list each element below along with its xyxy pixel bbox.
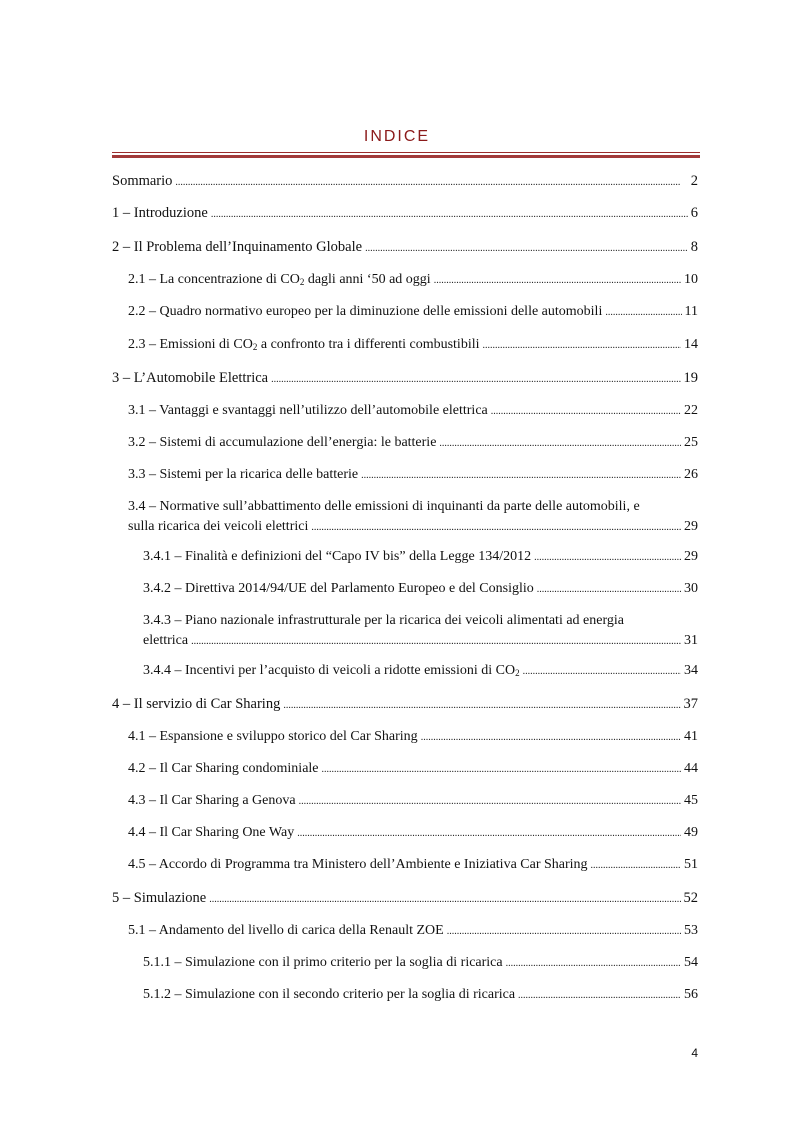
dot-leader <box>537 580 681 599</box>
dot-leader <box>271 370 680 389</box>
dot-leader <box>534 548 681 567</box>
toc-entry-page: 34 <box>684 663 698 678</box>
dot-leader <box>518 986 681 1005</box>
toc-entry-label-cont: sulla ricarica dei veicoli elettrici <box>128 519 309 534</box>
dot-leader <box>209 890 680 909</box>
toc-entry-2-2[interactable] <box>128 303 698 322</box>
toc-entry-page: 56 <box>684 987 698 1002</box>
toc-entry-4-5[interactable] <box>128 856 698 875</box>
dot-leader <box>483 336 682 355</box>
toc-entry-5[interactable] <box>112 889 698 909</box>
toc-entry-page: 45 <box>684 793 698 808</box>
toc-entry-label: 4.4 – Il Car Sharing One Way <box>128 825 295 840</box>
toc-entry-label: 4 – Il servizio di Car Sharing <box>112 696 281 712</box>
dot-leader <box>421 728 681 747</box>
toc-entry-page: 54 <box>684 955 698 970</box>
toc-entry-page: 10 <box>684 272 698 287</box>
toc-entry-label: 3.4.2 – Direttiva 2014/94/UE del Parlamento Europeo e del Consiglio <box>143 581 534 596</box>
dot-leader <box>365 239 688 258</box>
dot-leader <box>283 696 680 715</box>
toc-entry-label: 1 – Introduzione <box>112 205 208 221</box>
toc-entry-2-1[interactable] <box>128 271 698 291</box>
toc-entry-page: 29 <box>684 519 698 534</box>
toc-entry-page: 31 <box>684 633 698 648</box>
toc-entry-label: 2.3 – Emissioni di $CO_2$ a confronto tra i differenti combustibili <box>128 337 480 352</box>
toc-entry-label: Sommario <box>112 173 173 189</box>
toc-entry-3-3[interactable] <box>128 466 698 485</box>
toc-entry-3-4[interactable] <box>128 498 698 537</box>
toc-entry-3-1[interactable] <box>128 402 698 421</box>
toc-entry-3-4-1[interactable] <box>143 548 698 567</box>
toc-entry-page: 30 <box>684 581 698 596</box>
toc-entry-label: 4.2 – Il Car Sharing condominiale <box>128 761 319 776</box>
toc-entry-label: 4.1 – Espansione e sviluppo storico del Car Sharing <box>128 729 418 744</box>
toc-entry-page: 44 <box>684 761 698 776</box>
toc-entry-label: 3.3 – Sistemi per la ricarica delle batterie <box>128 467 359 482</box>
toc-entry-label: 5.1.1 – Simulazione con il primo criterio per la soglia di ricarica <box>143 955 503 970</box>
toc-entry-4-1[interactable] <box>128 728 698 747</box>
toc-entry-page: 49 <box>684 825 698 840</box>
toc-entry-3-4-2[interactable] <box>143 580 698 599</box>
toc-entry-2[interactable] <box>112 238 698 258</box>
toc-entry-label: 2.1 – La concentrazione di $CO_2$ dagli anni ‘50 ad oggi <box>128 272 431 287</box>
toc-entry-label: 3 – L’Automobile Elettrica <box>112 370 269 386</box>
dot-leader <box>322 760 681 779</box>
toc-entry-label: 3.4.1 – Finalità e definizioni del “Capo IV bis” della Legge 134/2012 <box>143 549 532 564</box>
toc-entry-page: 26 <box>684 467 698 482</box>
dot-leader <box>605 303 681 322</box>
toc-entry-label: 4.3 – Il Car Sharing a Genova <box>128 793 296 808</box>
dot-leader <box>211 205 688 224</box>
toc-entry-3[interactable] <box>112 369 698 389</box>
dot-leader <box>591 856 681 875</box>
toc-entry-label: 2.2 – Quadro normativo europeo per la diminuzione delle emissioni delle automobili <box>128 304 603 319</box>
toc-entry-page: 29 <box>684 549 698 564</box>
toc-entry-page: 25 <box>684 435 698 450</box>
toc-entry-4-3[interactable] <box>128 792 698 811</box>
toc-entry-page: 53 <box>684 923 698 938</box>
page-title: INDICE <box>363 128 431 145</box>
toc-entry-label: 2 – Il Problema dell’Inquinamento Globale <box>112 239 363 255</box>
toc-entry-sommario[interactable] <box>112 172 698 192</box>
toc-entry-page: 22 <box>684 403 698 418</box>
toc-entry-label: 5.1.2 – Simulazione con il secondo criterio per la soglia di ricarica <box>143 987 516 1002</box>
toc-entry-page: 19 <box>683 370 698 386</box>
toc-entry-2-3[interactable] <box>128 336 698 356</box>
dot-leader <box>434 271 681 290</box>
toc-entry-page: 2 <box>690 173 698 189</box>
toc-entry-4-4[interactable] <box>128 824 698 843</box>
dot-leader <box>191 632 681 651</box>
toc-entry-label: 3.2 – Sistemi di accumulazione dell’energia: le batterie <box>128 435 437 450</box>
toc-entry-5-1-1[interactable] <box>143 954 698 973</box>
toc-entry-1[interactable] <box>112 204 698 224</box>
dot-leader <box>311 518 681 537</box>
dot-leader <box>447 922 681 941</box>
toc-entry-label-cont: elettrica <box>143 633 189 648</box>
toc-entry-label: 3.4 – Normative sull’abbattimento delle emissioni di inquinanti da parte delle automobili, e <box>128 499 640 514</box>
toc-entry-5-1-2[interactable] <box>143 986 698 1005</box>
dot-leader <box>506 954 681 973</box>
toc-entry-page: 6 <box>690 205 698 221</box>
toc-entry-label: 4.5 – Accordo di Programma tra Ministero dell’Ambiente e Iniziativa Car Sharing <box>128 857 588 872</box>
toc-entry-page: 14 <box>684 337 698 352</box>
toc-entry-page: 8 <box>690 239 698 255</box>
toc-entry-5-1[interactable] <box>128 922 698 941</box>
toc-entry-page: 37 <box>683 696 698 712</box>
dot-leader <box>523 662 681 681</box>
toc-entry-page: 52 <box>683 890 698 906</box>
dot-leader <box>297 824 681 843</box>
dot-leader <box>361 466 681 485</box>
toc-entry-page: 51 <box>684 857 698 872</box>
toc-entry-label: 3.4.3 – Piano nazionale infrastrutturale per la ricarica dei veicoli alimentati ad energia <box>143 613 624 628</box>
toc-entry-3-2[interactable] <box>128 434 698 453</box>
dot-leader <box>439 434 681 453</box>
toc-entry-4-2[interactable] <box>128 760 698 779</box>
page-number: 4 <box>691 1046 698 1060</box>
toc-entry-page: 41 <box>684 729 698 744</box>
toc-entry-label: 5.1 – Andamento del livello di carica della Renault ZOE <box>128 923 444 938</box>
toc-entry-label: 5 – Simulazione <box>112 890 207 906</box>
toc-entry-label: 3.1 – Vantaggi e svantaggi nell’utilizzo dell’automobile elettrica <box>128 403 488 418</box>
dot-leader <box>175 173 687 192</box>
toc-entry-label: 3.4.4 – Incentivi per l’acquisto di veicoli a ridotte emissioni di $CO_2$ <box>143 663 520 678</box>
toc-entry-3-4-3[interactable] <box>143 612 698 651</box>
toc-entry-4[interactable] <box>112 695 698 715</box>
dot-leader <box>491 402 681 421</box>
toc-entry-page: 11 <box>684 304 698 319</box>
dot-leader <box>299 792 681 811</box>
toc-entry-3-4-4[interactable] <box>143 662 698 682</box>
